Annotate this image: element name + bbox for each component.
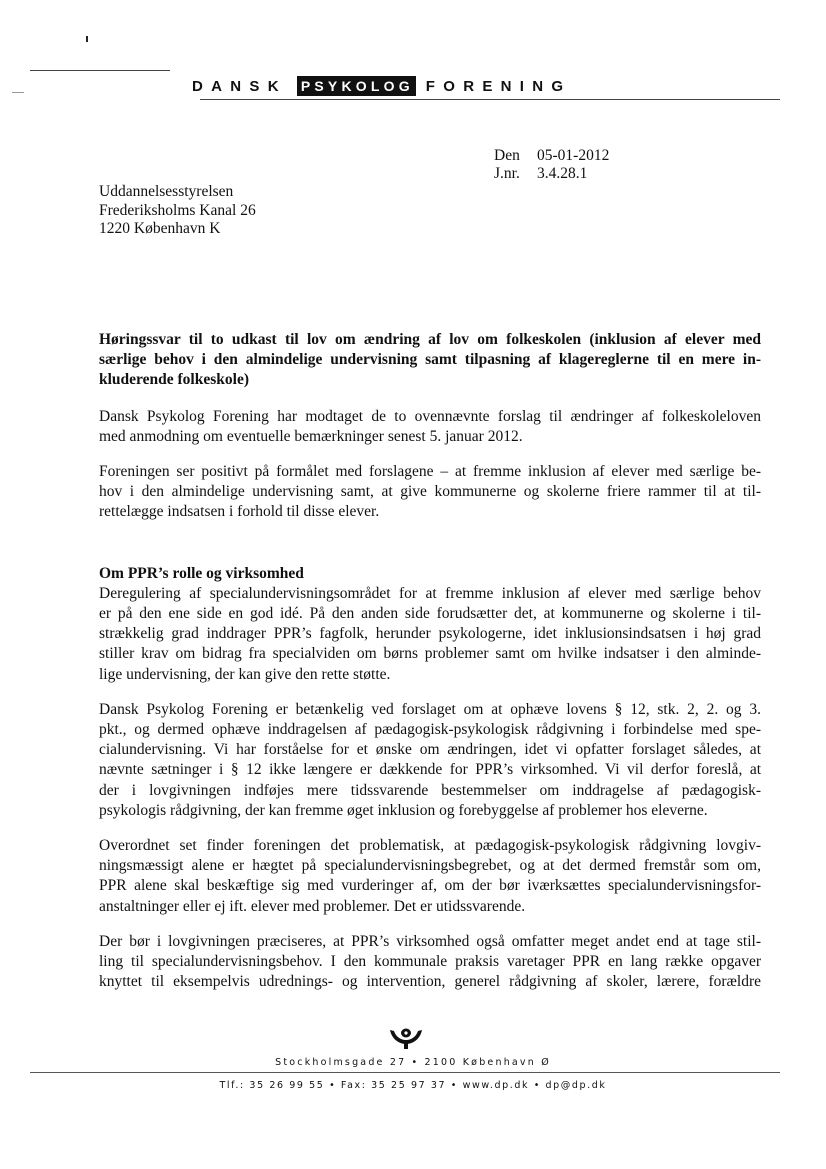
text-line: kluderende folkeskole) bbox=[99, 371, 249, 389]
text-line: Høringssvar til to udkast til lov om ændring af lov om folkeskolen (inklusion af elever med bbox=[99, 331, 761, 348]
date-value: 05-01-2012 bbox=[537, 147, 610, 164]
paragraph-5 bbox=[99, 836, 761, 917]
footer-rule bbox=[30, 1072, 780, 1073]
scan-mark bbox=[86, 36, 88, 42]
date-row bbox=[494, 147, 609, 165]
header-rule bbox=[200, 99, 780, 100]
jnr-row bbox=[494, 165, 609, 183]
paragraph-1 bbox=[99, 407, 761, 447]
text-line: Dansk Psykolog Forening er betænkelig ved forslaget om at ophæve lovens § 12, stk. 2, 2. og 3. bbox=[99, 700, 761, 718]
text-line: ningsmæssigt alene er hægtet på specialundervisningsbegrebet, og at det dermed fremstår som om, bbox=[99, 857, 761, 875]
letter-title bbox=[99, 330, 761, 391]
text-line: Deregulering af specialundervisningsområdet for at fremme inklusion af elever med særlige behov bbox=[99, 584, 761, 602]
letterhead-word-forening: FORENING bbox=[425, 77, 572, 95]
footer-address: Stockholmsgade 27 • 2100 København Ø bbox=[275, 1057, 551, 1068]
jnr-value: 3.4.28.1 bbox=[537, 165, 588, 182]
recipient-name: Uddannelsesstyrelsen bbox=[99, 183, 234, 200]
text-line: der i lovgivningen indføjes mere tidssvarende bestemmelser om inddragelse af pædagogisk- bbox=[99, 781, 761, 799]
letterhead-word-dansk: DANSK bbox=[192, 77, 287, 95]
paragraph-6 bbox=[99, 932, 761, 993]
text-line: pkt., og dermed ophæve inddragelsen af pædagogisk-psykologisk rådgivning i forbindelse med spe- bbox=[99, 721, 761, 739]
text-line: stiller krav om bidrag fra specialviden om børns problemer samt om hvilke indsatser i den alminde- bbox=[99, 645, 761, 663]
text-line: cialundervisning. Vi har forståelse for et ønske om ændringen, idet vi opfatter forslaget således, at bbox=[99, 741, 761, 759]
text-line: er på den ene side en god idé. På den anden side forudsætter det, at kommunerne og skolerne i til- bbox=[99, 605, 761, 623]
jnr-label: J.nr. bbox=[494, 165, 520, 182]
paragraph-4 bbox=[99, 700, 761, 821]
text-line: hov i den almindelige undervisning samt, at give kommunerne og skolerne friere rammer til at til- bbox=[99, 483, 761, 501]
footer-contact: Tlf.: 35 26 99 55 • Fax: 35 25 97 37 • www.dp.dk • dp@dp.dk bbox=[219, 1080, 607, 1091]
scan-mark bbox=[12, 92, 24, 93]
paragraph-2 bbox=[99, 462, 761, 523]
text-line: med anmodning om eventuelle bemærkninger senest 5. januar 2012. bbox=[99, 427, 523, 445]
date-label: Den bbox=[494, 147, 520, 164]
text-line: Overordnet set finder foreningen det problematisk, at pædagogisk-psykologisk rådgivning lovgiv- bbox=[99, 837, 761, 855]
recipient-street: Frederiksholms Kanal 26 bbox=[99, 201, 256, 219]
text-line: strækkelig grad inddrager PPR’s fagfolk, herunder psykologerne, idet inklusionsindsatsen i høj grad bbox=[99, 625, 761, 643]
text-line: PPR alene skal beskæftige sig med vurderinger af, om der bør iværksættes specialundervisningsfor- bbox=[99, 877, 761, 895]
text-line: særlige behov i den almindelige undervisning samt tilpasning af klagereglerne til en mere in- bbox=[99, 351, 761, 369]
text-line: nævnte sætninger i § 12 ikke længere er dækkende for PPR’s virksomhed. Vi vil derfor foreslå, at bbox=[99, 761, 761, 779]
section-heading: Om PPR’s rolle og virksomhed bbox=[99, 564, 304, 582]
letterhead-word-psykolog: PSYKOLOG bbox=[297, 76, 416, 96]
text-line: Der bør i lovgivningen præciseres, at PPR’s virksomhed også omfatter meget andet end at tage stil- bbox=[99, 932, 761, 950]
text-line: anstaltninger eller ej ift. elever med problemer. Det er utidssvarende. bbox=[99, 897, 526, 915]
paragraph-3 bbox=[99, 584, 761, 685]
letterhead bbox=[192, 76, 571, 96]
text-line: Dansk Psykolog Forening har modtaget de to ovennævnte forslag til ændringer af folkeskoleloven bbox=[99, 407, 761, 425]
letter-meta bbox=[494, 147, 609, 183]
header-rule-left bbox=[30, 70, 170, 71]
text-line: ling til specialundervisningsbehov. I den kommunale praksis varetager PPR en lang række opgaver bbox=[99, 953, 761, 971]
text-line: rettelægge indsatsen i forhold til disse elever. bbox=[99, 503, 380, 521]
text-line: psykologis rådgivning, der kan fremme øget inklusion og forebyggelse af problemer hos eleverne. bbox=[99, 801, 708, 819]
recipient-city: 1220 København K bbox=[99, 220, 221, 237]
dp-logo-icon bbox=[386, 1026, 426, 1050]
text-line: lige undervisning, der kan give den rette støtte. bbox=[99, 665, 391, 683]
text-line: Foreningen ser positivt på formålet med forslagene – at fremme inklusion af elever med særlige be- bbox=[99, 463, 761, 481]
letter-body bbox=[99, 330, 761, 1007]
text-line: knyttet til eksempelvis udrednings- og intervention, generel rådgivning af skoler, lærere, forældre bbox=[99, 973, 761, 991]
recipient-address bbox=[99, 183, 256, 239]
